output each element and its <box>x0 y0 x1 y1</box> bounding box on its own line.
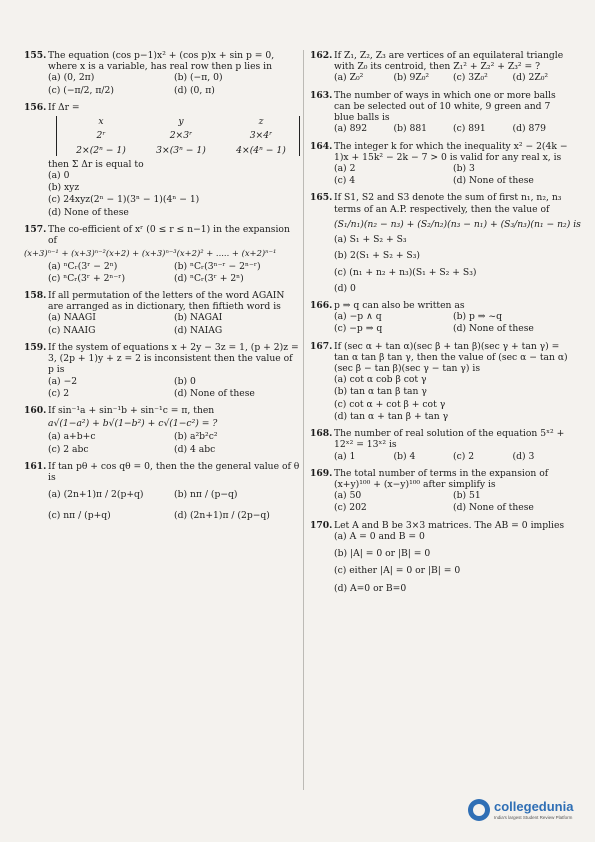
question-162 <box>310 50 572 84</box>
formula: (S₁/n₁)(n₂ − n₃) + (S₂/n₂)(n₃ − n₁) + (S₃/n₃)(n₁ − n₂) is <box>334 218 581 230</box>
option-c: (c) 891 <box>453 123 486 135</box>
column-divider <box>303 50 304 790</box>
option-b: (b) 2(S₁ + S₂ + S₃) <box>334 250 420 262</box>
question-text: The number of ways in which one or more balls can be selected out of 10 white, 9 green and 7 blue balls is <box>334 89 556 124</box>
determinant <box>56 116 300 156</box>
option-b: (b) 9Z₀² <box>393 72 430 84</box>
question-text: Let A and B be 3×3 matrices. The AB = 0 implies <box>334 519 565 531</box>
question-number: 169. <box>310 467 333 479</box>
question-text: If all permutation of the letters of the word AGAIN are arranged as in dictionary, then fiftieth word is <box>48 289 285 313</box>
option-b: (b) xyz <box>48 182 80 194</box>
question-text: If (sec α + tan α)(sec β + tan β)(sec γ + tan γ) = tan α tan β tan γ, then the value of (sec α − tan α)(sec β − tan β)(sec γ − tan γ) is <box>334 340 568 375</box>
option-a: (a) 0 <box>48 169 70 181</box>
det-cell: z <box>258 116 264 128</box>
option-c: (c) ⁿCᵣ(3ʳ + 2ⁿ⁻ʳ) <box>48 272 126 284</box>
option-c: (c) nπ / (p+q) <box>48 510 111 522</box>
option-d: (d) 879 <box>512 123 547 135</box>
option-a: (a) (0, 2π) <box>48 72 95 84</box>
question-number: 166. <box>310 299 333 311</box>
option-d: (d) A=0 or B=0 <box>334 582 407 594</box>
question-160 <box>24 405 300 455</box>
option-c: (c) 3Z₀² <box>453 72 488 84</box>
question-number: 165. <box>310 192 333 204</box>
options <box>334 531 572 594</box>
question-number: 159. <box>24 341 47 353</box>
det-cell: 3×4ʳ <box>249 130 273 142</box>
option-d: (d) 0 <box>334 282 356 294</box>
option-b: (b) a²b²c² <box>174 431 218 443</box>
question-text: The total number of terms in the expansion of (x+y)¹⁰⁰ + (x−y)¹⁰⁰ after simplify is <box>334 467 549 490</box>
option-b: (b) (−π, 0) <box>174 72 223 84</box>
options <box>334 451 572 462</box>
option-d: (d) ⁿCᵣ(3ʳ + 2ⁿ) <box>174 272 244 284</box>
option-a: (a) (2n+1)π / 2(p+q) <box>48 489 144 501</box>
det-cell: 2ʳ <box>96 130 106 142</box>
options <box>48 431 300 454</box>
option-a: (a) A = 0 and B = 0 <box>334 530 425 542</box>
question-text: The number of real solution of the equation 5ˣ² + 12ˣ² = 13ˣ² is <box>334 428 565 451</box>
option-d: (d) None of these <box>48 206 129 218</box>
options <box>334 490 572 513</box>
question-text: The equation (cos p−1)x² + (cos p)x + sin p = 0, where x is a variable, has real row then p lies in <box>48 50 275 73</box>
option-c: (c) 2 abc <box>48 443 89 455</box>
question-158 <box>24 290 300 336</box>
left-column <box>24 50 300 528</box>
option-b: (b) 51 <box>453 490 481 502</box>
question-number: 155. <box>24 50 47 61</box>
question-166 <box>310 300 572 335</box>
option-d: (d) 2Z₀² <box>512 72 549 84</box>
option-b: (b) |A| = 0 or |B| = 0 <box>334 548 431 560</box>
option-a: (a) Z₀² <box>334 72 364 84</box>
option-b: (b) nπ / (p−q) <box>174 489 238 501</box>
question-text: The co-efficient of xʳ (0 ≤ r ≤ n−1) in the expansion of <box>48 223 290 247</box>
option-c: (c) 2 <box>48 387 70 399</box>
options <box>334 72 572 83</box>
question-161 <box>24 461 300 522</box>
options <box>334 123 572 134</box>
question-text: The integer k for which the inequality x² − 2(4k − 1)x + 15k² − 2k − 7 > 0 is valid for any real x, is <box>334 140 568 163</box>
option-a: (a) NAAGI <box>48 312 96 324</box>
question-text: p ⇒ q can also be written as <box>334 299 465 311</box>
option-b: (b) 3 <box>453 162 475 174</box>
options <box>48 72 300 95</box>
option-b: (b) tan α tan β tan γ <box>334 386 427 398</box>
question-155 <box>24 50 300 96</box>
question-165 <box>310 192 581 294</box>
question-157 <box>24 224 300 284</box>
options <box>334 374 572 422</box>
question-number: 162. <box>310 50 333 61</box>
option-a: (a) 2 <box>334 162 356 174</box>
option-a: (a) −p ∧ q <box>334 311 382 323</box>
options <box>48 170 300 218</box>
question-text-continued: then Σ Δr is equal to <box>48 158 144 170</box>
question-number: 163. <box>310 89 333 101</box>
option-c: (c) (−π/2, π/2) <box>48 84 114 96</box>
option-d: (d) None of these <box>174 387 255 399</box>
question-text: If S1, S2 and S3 denote the sum of first n₁, n₂, n₃ terms of an A.P. respectively, then the value of <box>334 192 562 215</box>
options <box>48 489 300 521</box>
option-b: (b) ⁿCᵣ(3ⁿ⁻ʳ − 2ⁿ⁻ʳ) <box>174 260 261 272</box>
option-c: (c) NAAIG <box>48 324 96 336</box>
options <box>334 163 572 186</box>
formula: (x+3)ⁿ⁻¹ + (x+3)ⁿ⁻²(x+2) + (x+3)ⁿ⁻³(x+2)² + ..... + (x+2)ⁿ⁻¹ <box>24 248 277 259</box>
question-text: If Δr = <box>48 101 80 113</box>
det-cell: 2×3ʳ <box>169 130 193 142</box>
option-d: (d) 3 <box>512 450 535 462</box>
det-cell: y <box>178 116 184 128</box>
option-c: (c) cot α + cot β + cot γ <box>334 398 446 410</box>
options <box>334 311 572 334</box>
right-column <box>310 50 581 600</box>
option-a: (a) 1 <box>334 450 356 462</box>
option-d: (d) None of these <box>453 175 534 187</box>
question-number: 170. <box>310 519 333 531</box>
option-b: (b) 0 <box>174 375 196 387</box>
option-c: (c) 2 <box>453 450 475 462</box>
det-cell: 4×(4ⁿ − 1) <box>236 144 286 156</box>
formula: a√(1−a²) + b√(1−b²) + c√(1−c²) = ? <box>48 418 218 430</box>
options <box>334 234 572 294</box>
question-text: If tan pθ + cos qθ = 0, then the the general value of θ is <box>48 460 300 484</box>
question-168 <box>310 428 572 462</box>
det-cell: 3×(3ⁿ − 1) <box>156 144 206 156</box>
option-a: (a) cot α cob β cot γ <box>334 374 427 386</box>
question-169 <box>310 468 572 514</box>
option-c: (c) either |A| = 0 or |B| = 0 <box>334 565 461 577</box>
question-number: 158. <box>24 289 47 301</box>
option-d: (d) None of these <box>453 502 534 514</box>
option-a: (a) ⁿCᵣ(3ʳ − 2ⁿ) <box>48 260 118 272</box>
logo-mark-icon <box>468 799 490 821</box>
option-d: (d) NAIAG <box>174 324 223 336</box>
options <box>48 376 300 399</box>
question-number: 160. <box>24 404 47 416</box>
question-170 <box>310 520 572 594</box>
option-a: (a) a+b+c <box>48 431 96 443</box>
options <box>48 312 300 335</box>
question-text: If Z₁, Z₂, Z₃ are vertices of an equilateral triangle with Z₀ its centroid, then Z₁² + Z₂² + Z₃² = ? <box>334 50 564 73</box>
question-159 <box>24 342 300 399</box>
collegedunia-logo <box>468 790 588 830</box>
option-b: (b) 881 <box>393 123 428 135</box>
option-c: (c) (n₁ + n₂ + n₃)(S₁ + S₂ + S₃) <box>334 266 477 278</box>
options <box>48 261 300 284</box>
question-number: 168. <box>310 428 333 440</box>
question-156 <box>24 102 300 218</box>
option-a: (a) 50 <box>334 490 362 502</box>
option-a: (a) 892 <box>334 123 368 135</box>
question-number: 156. <box>24 101 47 113</box>
option-b: (b) 4 <box>393 450 416 462</box>
det-cell: 2×(2ⁿ − 1) <box>76 144 126 156</box>
option-a: (a) S₁ + S₂ + S₃ <box>334 234 407 246</box>
question-text: If sin⁻¹a + sin⁻¹b + sin⁻¹c = π, then <box>48 404 215 416</box>
question-number: 164. <box>310 140 333 152</box>
option-d: (d) 4 abc <box>174 443 216 455</box>
logo-text: collegedunia <box>494 799 574 815</box>
option-b: (b) p ⇒ ~q <box>453 311 502 323</box>
question-number: 167. <box>310 340 333 352</box>
logo-tagline: India's largest Student Review Platform <box>494 815 573 821</box>
question-text: If the system of equations x + 2y − 3z = 1, (p + 2)z = 3, (2p + 1)y + z = 2 is inconsistent then the value of p is <box>48 341 299 376</box>
question-163 <box>310 90 572 135</box>
option-d: (d) (2n+1)π / (2p−q) <box>174 510 270 522</box>
option-d: (d) tan α + tan β + tan γ <box>334 410 449 422</box>
option-a: (a) −2 <box>48 375 78 387</box>
option-b: (b) NAGAI <box>174 312 223 324</box>
option-c: (c) 202 <box>334 502 367 514</box>
option-d: (d) None of these <box>453 323 534 335</box>
question-164 <box>310 141 572 187</box>
option-c: (c) −p ⇒ q <box>334 323 383 335</box>
question-167 <box>310 341 572 423</box>
option-d: (d) (0, π) <box>174 84 215 96</box>
option-c: (c) 4 <box>334 175 356 187</box>
question-number: 161. <box>24 460 47 472</box>
question-number: 157. <box>24 223 47 235</box>
det-cell: x <box>98 116 104 128</box>
option-c: (c) 24xyz(2ⁿ − 1)(3ⁿ − 1)(4ⁿ − 1) <box>48 194 200 206</box>
